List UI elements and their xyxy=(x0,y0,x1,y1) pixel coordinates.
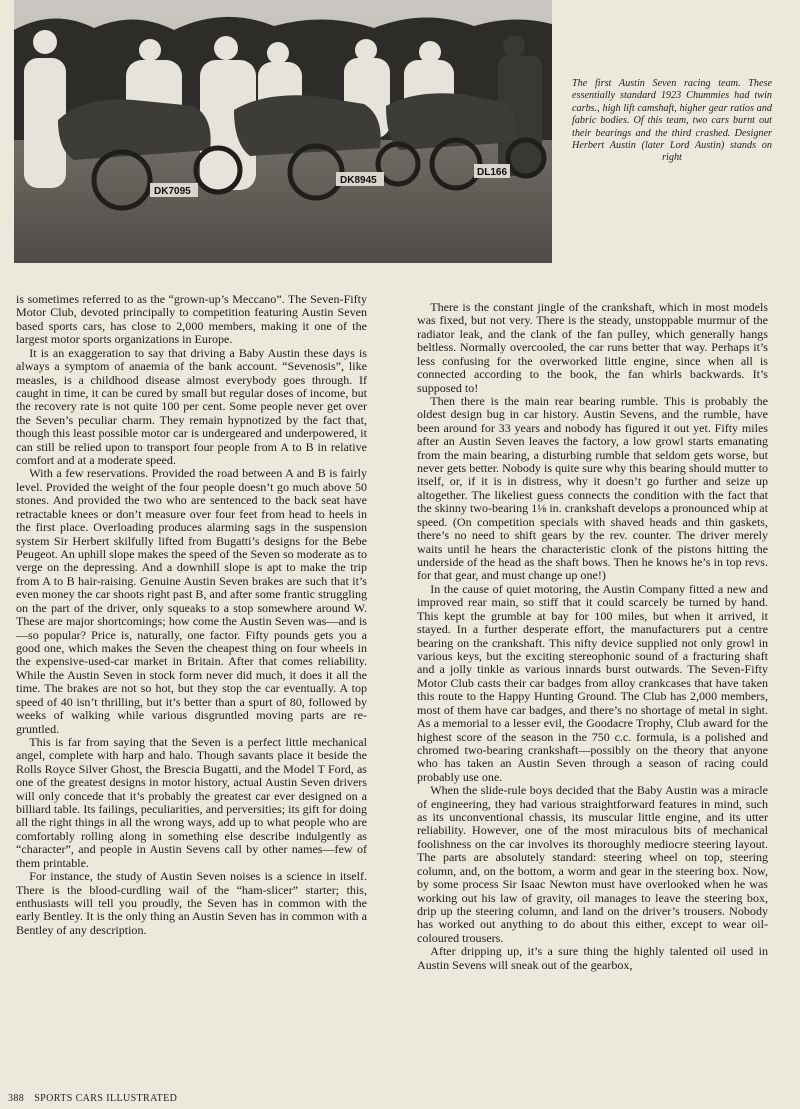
page-number: 388 xyxy=(8,1093,25,1104)
paragraph: When the slide-rule boys decided that the Baby Austin was a miracle of engineering, they had various straightforward features in mind, such as its unconventional chassis, its muscular little engine, and its utter reliability. However, one of the most miraculous bits of mechanical foolishness on the car involves its thoroughly mediocre steering layout. The parts are absolutely standard: steering wheel on top, steering column, and, on the bottom, a worm and gear in the steering box. Now, by some process Sir Isaac Newton must have overlooked when he was working out his law of gravity, oil manages to leave the steering box, drip up the steering column, and land on the driver’s trousers. Nobody has worked out anything to do about this either, except to wear oil-coloured trousers. xyxy=(417,783,768,945)
paragraph: For instance, the study of Austin Seven noises is a science in itself. There is the blood-curdling wail of the “ham-slicer” starter; this, enthusiasts will tell you proudly, the Seven has in common with the early Bentley. It is the only thing an Austin Seven has in common with a Bentley of any description. xyxy=(16,869,367,937)
right-column xyxy=(417,301,768,972)
paragraph: There is the constant jingle of the crankshaft, which in most models was fixed, but not very. There is the steady, unstoppable murmur of the radiator leak, and the clank of the fan pulley, which generally hangs beltless. Normally overcooled, the car runs better that way. Perhaps it’s less confusing for the overworked little engine, since when all is connected according to the book, the fan whirls backwards. It’s supposed to! xyxy=(417,300,768,395)
plate-3: DL166 xyxy=(477,167,508,178)
racing-team-photo xyxy=(14,0,552,263)
paragraph: After dripping up, it’s a sure thing the highly talented oil used in Austin Sevens will sneak out of the gearbox, xyxy=(417,944,768,972)
plate-2: DK8945 xyxy=(340,175,377,186)
paragraph: With a few reservations. Provided the road between A and B is fairly level. Provided the weight of the four people doesn’t go much above 50 stones. And provided the two who are sentenced to the back seat have retractable knees or don’t measure over four feet from head to heels in the first place. Overloading produces alarming sags in the suspension system Sir Herbert skilfully lifted from Bugatti’s designs for the Bebe Peugeot. An uphill slope makes the speed of the Seven so moderate as to verge on the depressing. And a downhill slope is apt to make the trip from A to B hair-raising. Genuine Austin Seven brakes are such that it’s even money the car shoots right past B, and after some frantic struggling on the part of the driver, only squeaks to a stop somewhere around W. These are major shortcomings; how come the Austin Seven was—and is—so popular? Price is, naturally, one factor. Fifty pounds gets you a good one, which makes the Seven the cheapest thing on four wheels in the expensive-used-car market in Britain. After that comes reliability. While the Austin Seven in stock form never did much, it does it all the time. The brakes are not so hot, but they stop the car eventually. A top speed of 40 isn’t thrilling, but it’s better than a spurt of 80, followed by weeks of walking while various disgruntled moving parts are re-gruntled. xyxy=(16,466,367,736)
plate-1: DK7095 xyxy=(154,186,191,197)
paragraph: It is an exaggeration to say that driving a Baby Austin these days is always a symptom of anaemia of the bank account. “Sevenosis”, like measles, is a childhood disease almost everybody goes through. If caught in time, it can be cured by small but regular doses of income, but the recovery rate is not quite 100 per cent. Some people never get over the Seven’s peculiar charm. They remain hypnotized by the fact that, though this least possible motor car is undergeared and underpowered, it can still be relied upon to transport four people from A to B in relative comfort and at a moderate speed. xyxy=(16,345,367,468)
left-column xyxy=(16,293,367,937)
photo-caption xyxy=(572,78,772,165)
paragraph: Then there is the main rear bearing rumble. This is probably the oldest design bug in car history. Austin Sevens, and the rumble, have been around for 33 years and nobody has figured it out yet. Fifty miles after an Austin Seven leaves the factory, a low growl starts emanating from the main bearing, a disturbing rumble that seldom gets worse, but never gets better. Nobody is quite sure why this bearing should mutter to itself, or, if it is in distress, why it doesn’t go further and seize up altogether. The likeliest guess connects the condition with the fact that the skinny two-bearing 1⅛ in. crankshaft develops a pronounced whip at speed. (On competition specials with shaved heads and thin gaskets, there’s no need to shift gears by the rev. counter. The driver merely waits until he hears the characteristic clonk of the pistons hitting the underside of the head as the shaft bows. Then he knows he’s in top revs. for that gear, and must change up one!) xyxy=(417,393,768,583)
paragraph: This is far from saying that the Seven is a perfect little mechanical angel, complete with harp and halo. Though savants place it beside the Rolls Royce Silver Ghost, the Brescia Bugatti, and the Model T Ford, as one of the greatest designs in motor history, actual Austin Seven drivers will only concede that it’s probably the greatest car ever designed on a billiard table. Its failings, peculiarities, and perversities; its gift for doing all the right things in all the wrong ways, add up to what people who are comfortably rolling along in something else describe indulgently as “character”, and people in Austin Sevens call by other names—few of them printable. xyxy=(16,734,367,870)
paragraph: In the cause of quiet motoring, the Austin Company fitted a new and improved rear main, so stiff that it could scarcely be turned by hand. This kept the grumble at bay for 100 miles, but when it arrived, it stayed. In a further desperate effort, the manufacturers put a centre bearing on the crankshaft. This nifty device supplied not only growl in various keys, but the exciting stereophonic sound of a fracturing shaft and a jolly tinkle as various innards burst outwards. The Seven-Fifty Motor Club casts their car badges from alloy crankcases that have taken this route to the Happy Hunting Ground. The Club has 2,000 members, most of them have car badges, and there’s no shortage of metal in sight. As a memorial to a lesser evil, the Goodacre Trophy, Club award for the highest score of the season in the 750 c.c. formula, is a polished and chromed two-bearing crankshaft—possibly on the theory that anyone who has taken an Austin Seven through a season of racing could probably use one. xyxy=(417,581,768,784)
photo-illustration xyxy=(14,0,552,263)
caption-text: The first Austin Seven racing team. These essentially standard 1923 Chummies had twin carbs., high lift camshaft, higher gear ratios and fabric bodies. Of this team, two cars burnt out their bearings and the third crashed. Designer Herbert Austin (later Lord Austin) stands on right xyxy=(572,78,772,164)
paragraph: is sometimes referred to as the “grown-up’s Meccano”. The Seven-Fifty Motor Club, devoted principally to competition featuring Austin Seven based sports cars, has close to 2,000 members, making it one of the largest motor sports organizations in Europe. xyxy=(16,292,367,347)
page-footer xyxy=(8,1093,187,1104)
magazine-title: SPORTS CARS ILLUSTRATED xyxy=(34,1093,178,1104)
